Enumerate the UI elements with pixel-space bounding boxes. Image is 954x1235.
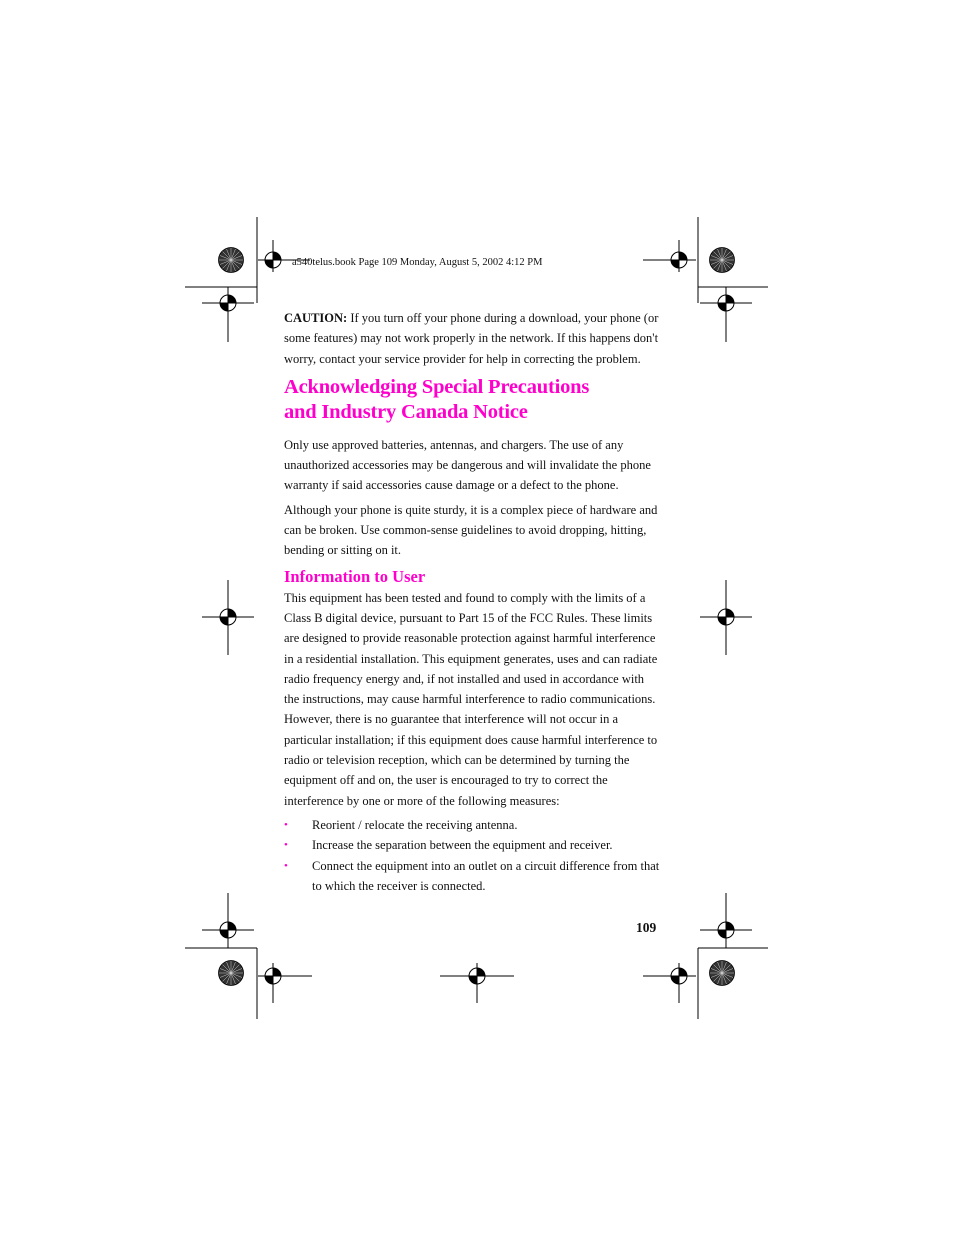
page-number: 109 [636,920,657,935]
page-content [284,308,662,896]
list-item-text: Reorient / relocate the receiving antenna. [312,817,518,832]
list-item-text: Connect the equipment into an outlet on a circuit difference from that to which the receiver is connected. [312,858,660,893]
caution-label: CAUTION: [284,311,348,325]
precautions-paragraph-2: Although your phone is quite sturdy, it is a complex piece of hardware and can be broken. Use common-sense guidelines to avoid dropping, hitting, bending or sitting on it. [284,502,658,558]
section-title-line2: and Industry Canada Notice [284,400,528,423]
bullet-icon: • [284,818,288,831]
bullet-icon: • [284,839,288,852]
list-item [284,856,662,897]
list-item-text: Increase the separation between the equipment and receiver. [312,838,613,853]
list-item [284,835,662,855]
measures-list [284,815,662,896]
print-header-info: a540telus.book Page 109 Monday, August 5, 2002 4:12 PM [292,257,543,268]
section-title-precautions [284,375,662,425]
list-item [284,815,662,835]
information-paragraph: This equipment has been tested and found to comply with the limits of a Class B digital device, pursuant to Part 15 of the FCC Rules. These limits are designed to provide reasonable protection against harmful interference in a residential installation. This equipment generates, uses and can radiate radio frequency energy and, if not installed and used in accordance with the instructions, may cause harmful interference to radio communications. However, there is no guarantee that interference will not occur in a particular installation; if this equipment does cause harmful interference to radio or television reception, which can be determined by turning the equipment off and on, the user is encouraged to try to correct the interference by one or more of the following measures: [284,590,658,808]
section-title-information: Information to User [284,566,426,586]
precautions-paragraph-1: Only use approved batteries, antennas, and chargers. The use of any unauthorized accessories may be dangerous and will invalidate the phone warranty if said accessories cause damage or a defect to the phone. [284,437,651,493]
bullet-icon: • [284,859,288,872]
section-title-line1: Acknowledging Special Precautions [284,375,590,398]
caution-note [284,308,662,369]
caution-text: If you turn off your phone during a download, your phone (or some features) may not work properly in the network. If this happens don't worry, contact your service provider for help in correcting the problem. [284,311,659,366]
